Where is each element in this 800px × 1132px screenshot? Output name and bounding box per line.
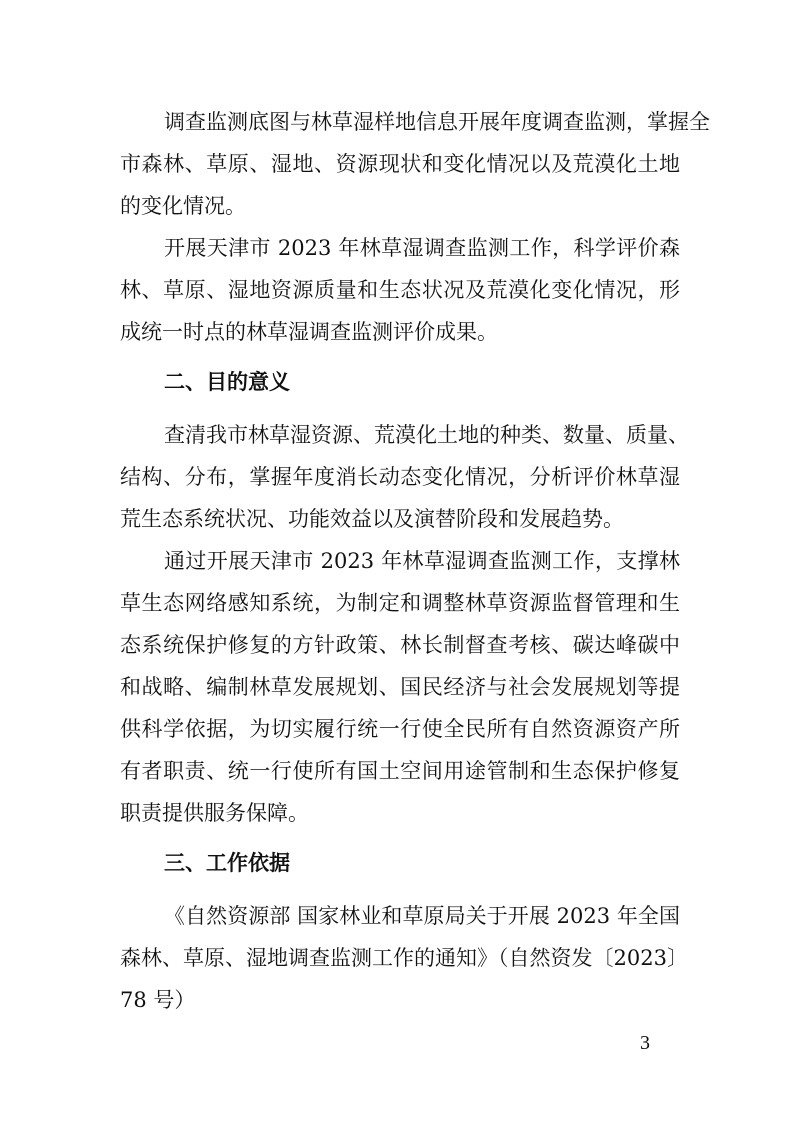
- paragraph-line: 结构、分布，掌握年度消长动态变化情况，分析评价林草湿: [120, 465, 680, 489]
- page-number: 3: [640, 1032, 650, 1054]
- paragraph-line: 有者职责、统一行使所有国土空间用途管制和生态保护修复: [120, 759, 680, 783]
- paragraph-line: 《自然资源部 国家林业和草原局关于开展 2023 年全国: [164, 904, 680, 928]
- paragraph-line: 供科学依据，为切实履行统一行使全民所有自然资源资产所: [120, 717, 680, 741]
- paragraph-line: 职责提供服务保障。: [120, 801, 309, 825]
- paragraph-line: 通过开展天津市 2023 年林草湿调查监测工作，支撑林: [164, 549, 680, 573]
- paragraph-line: 查清我市林草湿资源、荒漠化土地的种类、数量、质量、: [164, 423, 689, 447]
- section-heading: 二、目的意义: [164, 370, 290, 394]
- paragraph-line: 荒生态系统状况、功能效益以及演替阶段和发展趋势。: [120, 507, 624, 531]
- section-heading: 三、工作依据: [164, 851, 290, 875]
- paragraph-line: 和战略、编制林草发展规划、国民经济与社会发展规划等提: [120, 675, 680, 699]
- paragraph-line: 草生态网络感知系统，为制定和调整林草资源监督管理和生: [120, 591, 680, 615]
- paragraph-line: 的变化情况。: [120, 194, 246, 218]
- paragraph-line: 森林、草原、湿地调查监测工作的通知》（自然资发〔2023〕: [120, 946, 688, 970]
- paragraph-line: 开展天津市 2023 年林草湿调查监测工作，科学评价森: [164, 236, 680, 260]
- paragraph-line: 78 号）: [120, 988, 196, 1012]
- paragraph-line: 调查监测底图与林草湿样地信息开展年度调查监测，掌握全: [164, 110, 710, 134]
- paragraph-line: 市森林、草原、湿地、资源现状和变化情况以及荒漠化土地: [120, 152, 680, 176]
- paragraph-line: 林、草原、湿地资源质量和生态状况及荒漠化变化情况，形: [120, 278, 680, 302]
- paragraph-line: 态系统保护修复的方针政策、林长制督查考核、碳达峰碳中: [120, 633, 680, 657]
- paragraph-line: 成统一时点的林草湿调查监测评价成果。: [120, 320, 498, 344]
